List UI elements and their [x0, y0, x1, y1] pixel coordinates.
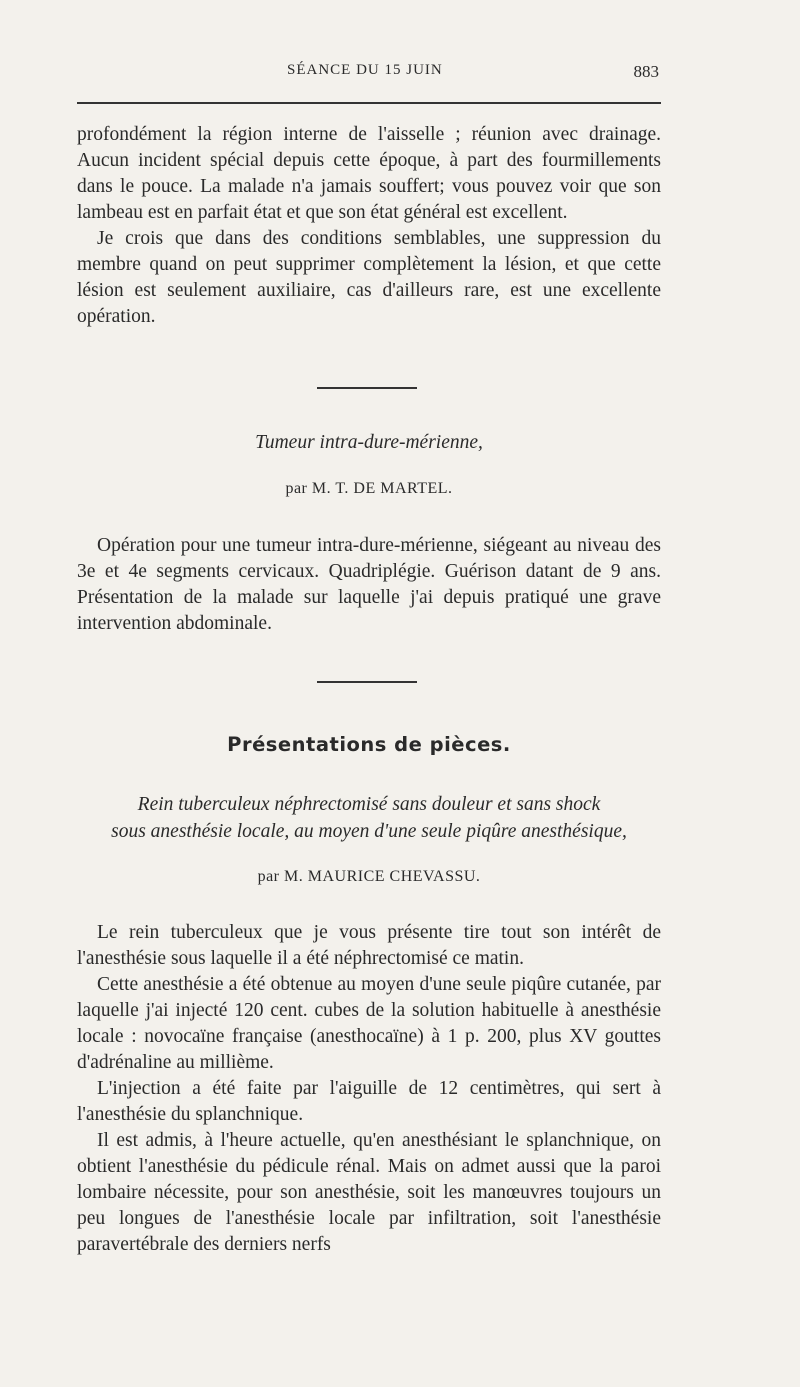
paragraph: Opération pour une tumeur intra-dure-mérienne, siégeant au niveau des 3e et 4e segments cervicaux. Quadriplégie. Guérison datant de 9 ans. Présentation de la malade sur laquelle j'ai depuis pratiqué une grave intervention abdominale. [77, 535, 661, 634]
running-title: SÉANCE DU 15 JUIN [287, 62, 443, 78]
section-separator [317, 387, 417, 389]
article-title [77, 791, 661, 845]
running-header [77, 62, 661, 86]
section-heading: Présentations de pièces. [227, 733, 511, 756]
paragraph: L'injection a été faite par l'aiguille de 12 centimètres, qui sert à l'anesthésie du splanchnique. [77, 1078, 661, 1125]
paragraph: Le rein tuberculeux que je vous présente tire tout son intérêt de l'anesthésie sous laquelle il a été néphrectomisé ce matin. [77, 922, 661, 969]
section-separator [317, 681, 417, 683]
header-rule [77, 102, 661, 104]
continued-text [77, 122, 661, 330]
article-title: Tumeur intra-dure-mérienne, [255, 432, 483, 453]
article-title-line: Rein tuberculeux néphrectomisé sans douleur et sans shock [137, 794, 601, 815]
page-number: 883 [633, 62, 659, 81]
article-title-line: sous anesthésie locale, au moyen d'une seule piqûre anesthésique, [111, 821, 627, 842]
article-byline: par M. T. DE MARTEL. [285, 480, 453, 497]
paragraph: Il est admis, à l'heure actuelle, qu'en anesthésiant le splanchnique, on obtient l'anesthésie du pédicule rénal. Mais on admet aussi que la paroi lombaire nécessite, pour son anesthésie, soit les manœuvres toujours un peu longues de l'anesthésie locale par infiltration, soit l'anesthésie paravertébrale des derniers nerfs [77, 1130, 661, 1255]
article-body [77, 920, 661, 1258]
paragraph: Je crois que dans des conditions semblables, une suppression du membre quand on peut supprimer complètement la lésion, et que cette lésion est seulement auxiliaire, cas d'ailleurs rare, est une excellente opération. [77, 228, 661, 327]
article-byline: par M. MAURICE CHEVASSU. [257, 868, 481, 885]
paragraph: Cette anesthésie a été obtenue au moyen d'une seule piqûre cutanée, par laquelle j'ai injecté 120 cent. cubes de la solution habituelle à anesthésie locale : novocaïne française (anesthocaïne) à 1 p. 200, plus XV gouttes d'adrénaline au millième. [77, 974, 661, 1073]
paragraph: profondément la région interne de l'aisselle ; réunion avec drainage. Aucun incident spécial depuis cette époque, à part des fourmillements dans le pouce. La malade n'a jamais souffert; vous pouvez voir que son lambeau est en parfait état et que son état général est excellent. [77, 124, 661, 223]
article-body [77, 533, 661, 637]
